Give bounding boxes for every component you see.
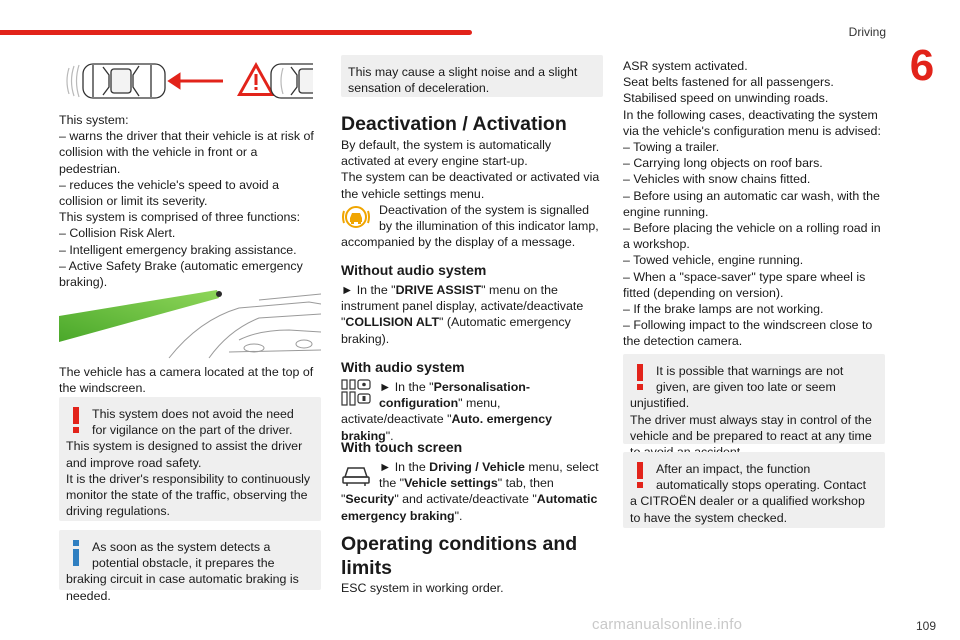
heading-deactivation: Deactivation / Activation (341, 113, 567, 135)
section-title: Driving (848, 25, 886, 39)
with-audio-text: ► In the "Personalisation-configuration" menu, activate/deactivate "Auto. emergency braking". (341, 380, 553, 443)
indicator-lamp-icon (341, 202, 371, 230)
heading-touch-screen: With touch screen (341, 439, 463, 455)
note-deceleration: This may cause a slight noise and a slight sensation of deceleration. (341, 55, 603, 97)
camera-text: The vehicle has a camera located at the top of the windscreen. (59, 365, 314, 396)
warning-icon (630, 461, 650, 491)
deactivation-text: By default, the system is automatically activated at every engine start-up. The system can be deactivated or activated via the vehicle settings menu. (341, 138, 600, 201)
touch-screen-text: ► In the Driving / Vehicle menu, select the "Vehicle settings" tab, then "Security" and activate/deactivate "Automatic emergency braking". (341, 460, 599, 523)
heading-operating-conditions: Operating conditions and limits (341, 533, 578, 579)
conditions-list: ASR system activated. Seat belts fastened for all passengers. Stabilised speed on unwinding roads. In the following cases, deactivating the system via the vehicle's configuration menu is advised: – Towing a trailer. – Carrying long objects on roof bars. – Vehicles with snow chains fitted. – Before using an automatic car wash, with the engine running. – Before placing the vehicle on a rolling road in a workshop. – Towed vehicle, engine running. – When a "space-saver" type spare wheel is fitted (depending on version). – If the brake lamps are not working. – Following impact to the windscreen close to the detection camera. (623, 59, 881, 349)
heading-with-audio: With audio system (341, 359, 465, 375)
esc-text: ESC system in working order. (341, 581, 504, 595)
camera-illustration (59, 280, 321, 360)
heading-without-audio: Without audio system (341, 262, 487, 278)
info-icon (66, 539, 86, 569)
warning-note-vigilance: This system does not avoid the need for vigilance on the part of the driver. This system is designed to assist the driver and improve road safety. It is the driver's responsibility to continuously monitor the state of the traffic, observing the driving regulations. (59, 397, 321, 521)
warning-icon (66, 406, 86, 436)
page-number: 109 (915, 619, 936, 633)
without-audio-text: ► In the "DRIVE ASSIST" menu on the instrument panel display, activate/deactivate "COLLISION ALT" (Automatic emergency braking). (341, 283, 584, 346)
chapter-number: 6 (909, 41, 935, 90)
car-menu-icon (341, 459, 371, 487)
collision-illustration (63, 56, 313, 106)
info-note-braking: As soon as the system detects a potential obstacle, it prepares the braking circuit in case automatic braking is needed. (59, 530, 321, 590)
warning-icon (630, 363, 650, 393)
warning-note-control: It is possible that warnings are not given, are given too late or seem unjustified. The driver must always stay in control of the vehicle and be prepared to react at any time (623, 354, 885, 444)
intro-text: This system: – warns the driver that their vehicle is at risk of collision with the vehicle in front or a pedestrian. – reduces the vehicle's speed to avoid a collision or limit its severity. This system is comprised of three functions: – Collision Risk Alert. – Intelligent emergency braking assistance. – Active Safety Brake (automatic emergency braking). (59, 113, 314, 290)
indicator-block (341, 202, 603, 251)
watermark: carmanualsonline.info (592, 616, 743, 633)
warning-note-impact: After an impact, the function automatically stops operating. Contact a CITROËN dealer or a qualified workshop to have the system checked. (623, 452, 885, 528)
top-accent-bar (0, 30, 472, 35)
indicator-text: Deactivation of the system is signalled by the illumination of this indicator lamp, accompanied by the display of a message. (341, 203, 599, 250)
audio-menu-icon (341, 379, 371, 407)
